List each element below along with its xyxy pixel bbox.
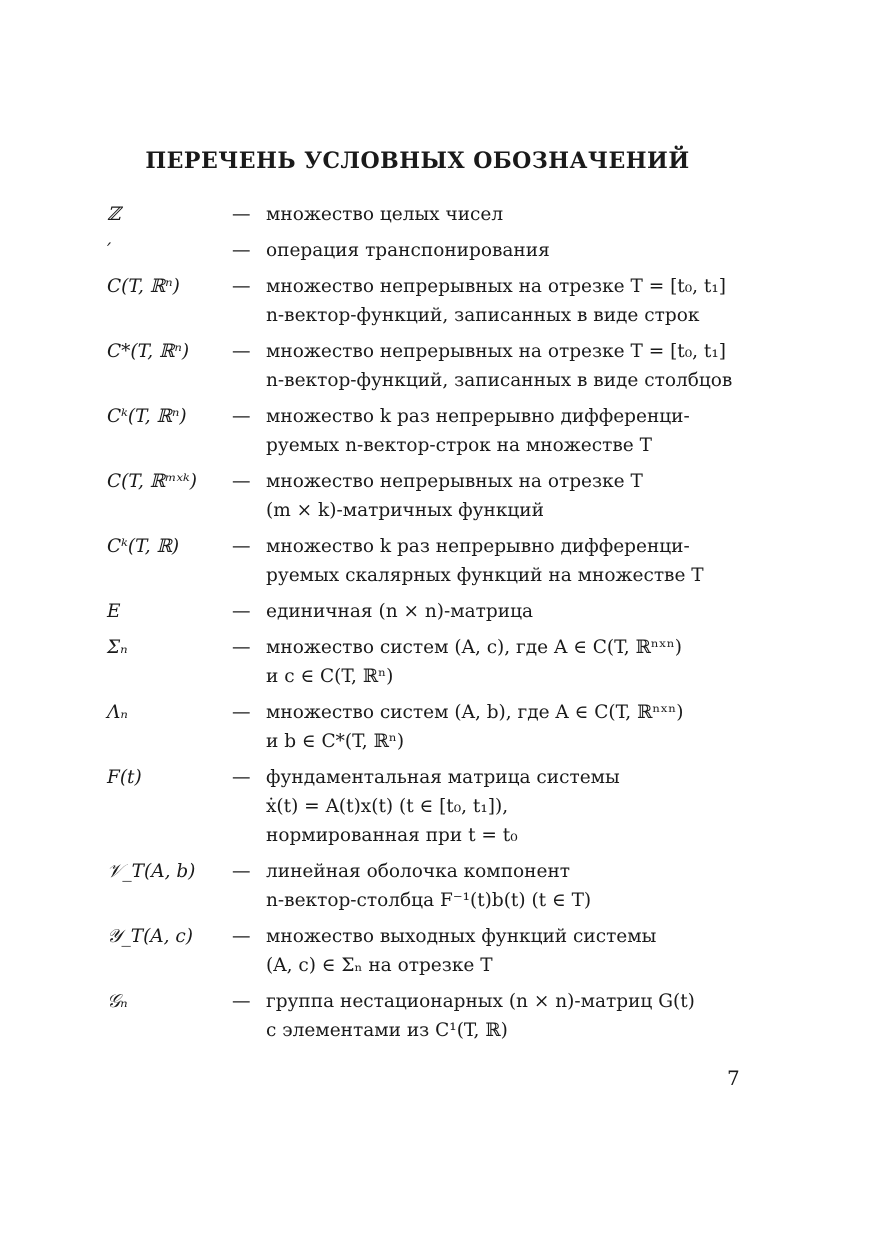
notation-symbol: 𝒱_T(A, b) [107, 861, 196, 882]
description-line: с элементами из C¹(T, ℝ) [266, 1020, 508, 1041]
notation-entry [107, 200, 757, 229]
description-line: множество непрерывных на отрезке T [266, 471, 643, 492]
description-line: и c ∈ C(T, ℝⁿ) [266, 666, 394, 687]
notation-description [266, 922, 757, 980]
notation-dash: — [232, 926, 251, 947]
notation-description [266, 402, 757, 460]
description-line: группа нестационарных (n × n)-матриц G(t) [266, 991, 695, 1012]
notation-entry [107, 633, 757, 691]
notation-symbol: ′ [107, 240, 112, 261]
description-line: нормированная при t = t₀ [266, 825, 518, 846]
description-line: n-вектор-функций, записанных в виде столбцов [266, 370, 733, 391]
page-number: 7 [727, 1066, 740, 1090]
notation-symbol: Cᵏ(T, ℝ) [107, 536, 180, 557]
notation-entry [107, 272, 757, 330]
description-line: множество систем (A, b), где A ∈ C(T, ℝⁿˣⁿ) [266, 702, 684, 723]
notation-description [266, 236, 757, 265]
notation-symbol: 𝒢ₙ [107, 991, 128, 1012]
description-line: единичная (n × n)-матрица [266, 601, 534, 622]
notation-symbol: F(t) [107, 767, 142, 788]
notation-symbol: 𝒴_T(A, c) [107, 926, 194, 947]
notation-dash: — [232, 406, 251, 427]
description-line: линейная оболочка компонент [266, 861, 571, 882]
description-line: множество непрерывных на отрезке T = [t₀, t₁] [266, 341, 726, 362]
description-line: n-вектор-столбца F⁻¹(t)b(t) (t ∈ T) [266, 890, 592, 911]
notation-dash: — [232, 276, 251, 297]
notation-list [107, 200, 757, 1052]
notation-description [266, 597, 757, 626]
notation-entry [107, 763, 757, 850]
notation-description [266, 337, 757, 395]
description-line: множество систем (A, c), где A ∈ C(T, ℝⁿˣⁿ) [266, 637, 682, 658]
notation-dash: — [232, 471, 251, 492]
description-line: множество непрерывных на отрезке T = [t₀, t₁] [266, 276, 726, 297]
description-line: множество k раз непрерывно дифференци- [266, 406, 690, 427]
notation-entry [107, 922, 757, 980]
description-line: и b ∈ C*(T, ℝⁿ) [266, 731, 405, 752]
notation-description [266, 532, 757, 590]
notation-entry [107, 857, 757, 915]
notation-description [266, 200, 757, 229]
notation-symbol: Σₙ [107, 637, 128, 658]
description-line: (A, c) ∈ Σₙ на отрезке T [266, 955, 493, 976]
description-line: ẋ(t) = A(t)x(t) (t ∈ [t₀, t₁]), [266, 796, 509, 817]
notation-entry [107, 698, 757, 756]
notation-entry [107, 532, 757, 590]
page-title: ПЕРЕЧЕНЬ УСЛОВНЫХ ОБОЗНАЧЕНИЙ [145, 148, 690, 174]
notation-dash: — [232, 767, 251, 788]
notation-symbol: Cᵏ(T, ℝⁿ) [107, 406, 187, 427]
notation-dash: — [232, 861, 251, 882]
notation-dash: — [232, 637, 251, 658]
notation-dash: — [232, 341, 251, 362]
notation-entry [107, 467, 757, 525]
notation-entry [107, 987, 757, 1045]
notation-symbol: C(T, ℝⁿ) [107, 276, 180, 297]
description-line: множество k раз непрерывно дифференци- [266, 536, 690, 557]
notation-symbol: ℤ [107, 204, 121, 225]
description-line: руемых скалярных функций на множестве T [266, 565, 704, 586]
notation-entry [107, 597, 757, 626]
notation-dash: — [232, 204, 251, 225]
description-line: множество выходных функций системы [266, 926, 657, 947]
description-line: операция транспонирования [266, 240, 550, 261]
notation-dash: — [232, 536, 251, 557]
description-line: фундаментальная матрица системы [266, 767, 620, 788]
notation-entry [107, 236, 757, 265]
notation-description [266, 633, 757, 691]
notation-entry [107, 337, 757, 395]
notation-dash: — [232, 601, 251, 622]
notation-dash: — [232, 991, 251, 1012]
notation-entry [107, 402, 757, 460]
notation-symbol: Λₙ [107, 702, 128, 723]
notation-description [266, 857, 757, 915]
notation-description [266, 467, 757, 525]
notation-description [266, 698, 757, 756]
notation-description [266, 987, 757, 1045]
notation-symbol: C(T, ℝᵐˣᵏ) [107, 471, 198, 492]
description-line: множество целых чисел [266, 204, 504, 225]
notation-description [266, 272, 757, 330]
description-line: руемых n-вектор-строк на множестве T [266, 435, 652, 456]
notation-dash: — [232, 240, 251, 261]
notation-symbol: E [107, 601, 121, 622]
notation-dash: — [232, 702, 251, 723]
description-line: n-вектор-функций, записанных в виде строк [266, 305, 700, 326]
description-line: (m × k)-матричных функций [266, 500, 544, 521]
notation-description [266, 763, 757, 850]
notation-symbol: C*(T, ℝⁿ) [107, 341, 190, 362]
